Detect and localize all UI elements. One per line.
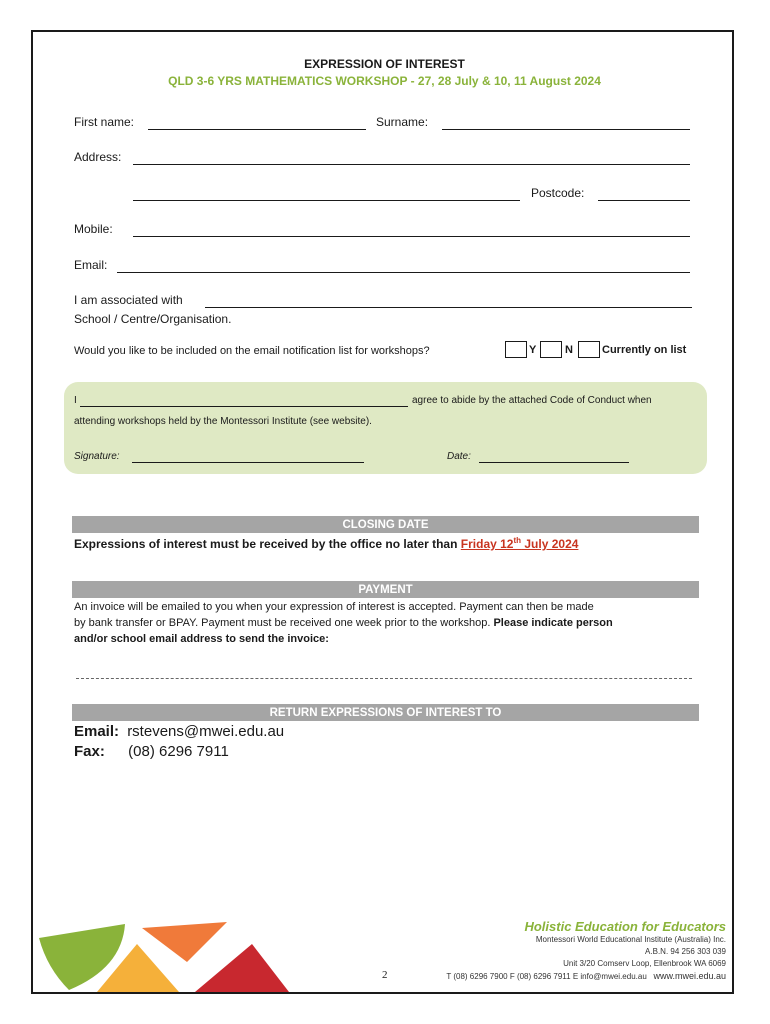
signature-field[interactable] — [132, 462, 364, 463]
return-fax-row — [74, 743, 229, 760]
associated-label: I am associated with — [74, 293, 183, 307]
form-page — [31, 30, 734, 994]
first-name-label: First name: — [74, 115, 135, 129]
footer-org-name: Montessori World Educational Institute (Australia) Inc. — [535, 935, 726, 944]
email-label: Email: — [74, 258, 108, 272]
agreement-name-field[interactable] — [80, 406, 408, 407]
return-email-row — [74, 723, 284, 740]
notify-no-checkbox[interactable] — [540, 341, 562, 358]
footer-contact: T (08) 6296 7900 F (08) 6296 7911 E info@mwei.edu.au www.mwei.edu.au — [446, 971, 726, 981]
payment-text-line2: by bank transfer or BPAY. Payment must be received one week prior to the workshop. Please indicate person — [74, 617, 613, 629]
address-field-line2[interactable] — [133, 200, 520, 201]
surname-label: Surname: — [376, 115, 429, 129]
associated-label-line2: School / Centre/Organisation. — [74, 312, 232, 326]
notify-current-label: Currently on list — [602, 344, 687, 356]
agreement-text: agree to abide by the attached Code of Conduct when — [412, 395, 652, 406]
closing-date-text — [74, 536, 578, 551]
first-name-field[interactable] — [148, 129, 366, 130]
payment-text-line1: An invoice will be emailed to you when your expression of interest is accepted. Payment can then be made — [74, 601, 594, 613]
notify-yes-checkbox[interactable] — [505, 341, 527, 358]
footer-address: Unit 3/20 Comserv Loop, Ellenbrook WA 6069 — [563, 959, 726, 968]
notify-question: Would you like to be included on the email notification list for workshops? — [74, 345, 430, 357]
address-label: Address: — [74, 150, 122, 164]
agreement-text-line2: attending workshops held by the Montessori Institute (see website). — [74, 416, 372, 427]
footer-brand: Holistic Education for Educators — [524, 919, 726, 934]
workshop-subtitle: QLD 3-6 YRS MATHEMATICS WORKSHOP - 27, 28 July & 10, 11 August 2024 — [168, 74, 601, 88]
agreement-prefix: I — [74, 395, 77, 406]
page-title: EXPRESSION OF INTEREST — [304, 57, 465, 71]
mobile-label: Mobile: — [74, 222, 113, 236]
invoice-email-field[interactable] — [76, 678, 692, 679]
payment-text-line3: and/or school email address to send the invoice: — [74, 633, 329, 645]
closing-date-heading: CLOSING DATE — [72, 516, 699, 533]
code-of-conduct-box — [64, 382, 707, 474]
return-fax-value: (08) 6296 7911 — [128, 743, 229, 760]
date-label: Date: — [447, 451, 471, 462]
closing-date-sentence: Expressions of interest must be received by the office no later than — [74, 537, 458, 551]
email-field[interactable] — [117, 272, 690, 273]
notify-current-checkbox[interactable] — [578, 341, 600, 358]
mobile-field[interactable] — [133, 236, 690, 237]
return-fax-label: Fax: — [74, 743, 105, 760]
return-email-label: Email: — [74, 723, 120, 740]
signature-label: Signature: — [74, 451, 120, 462]
postcode-label: Postcode: — [531, 186, 585, 200]
return-heading: RETURN EXPRESSIONS OF INTEREST TO — [72, 704, 699, 721]
footer-abn: A.B.N. 94 256 303 039 — [645, 947, 726, 956]
date-field[interactable] — [479, 462, 629, 463]
closing-date-value: Friday 12th July 2024 — [460, 536, 579, 551]
notify-no-label: N — [565, 344, 573, 356]
return-email-value[interactable]: rstevens@mwei.edu.au — [127, 723, 285, 740]
postcode-field[interactable] — [598, 200, 690, 201]
logo-orange-triangle — [142, 922, 227, 962]
payment-heading: PAYMENT — [72, 581, 699, 598]
footer-org-block — [396, 919, 726, 983]
address-field-line1[interactable] — [133, 164, 690, 165]
payment-text — [74, 599, 704, 647]
mwei-logo-graphic — [37, 916, 307, 992]
notify-yes-label: Y — [529, 344, 537, 356]
surname-field[interactable] — [442, 129, 690, 130]
associated-field[interactable] — [205, 307, 692, 308]
page-number: 2 — [382, 969, 388, 981]
footer-website[interactable]: www.mwei.edu.au — [653, 971, 726, 981]
logo-red-triangle — [195, 944, 289, 992]
